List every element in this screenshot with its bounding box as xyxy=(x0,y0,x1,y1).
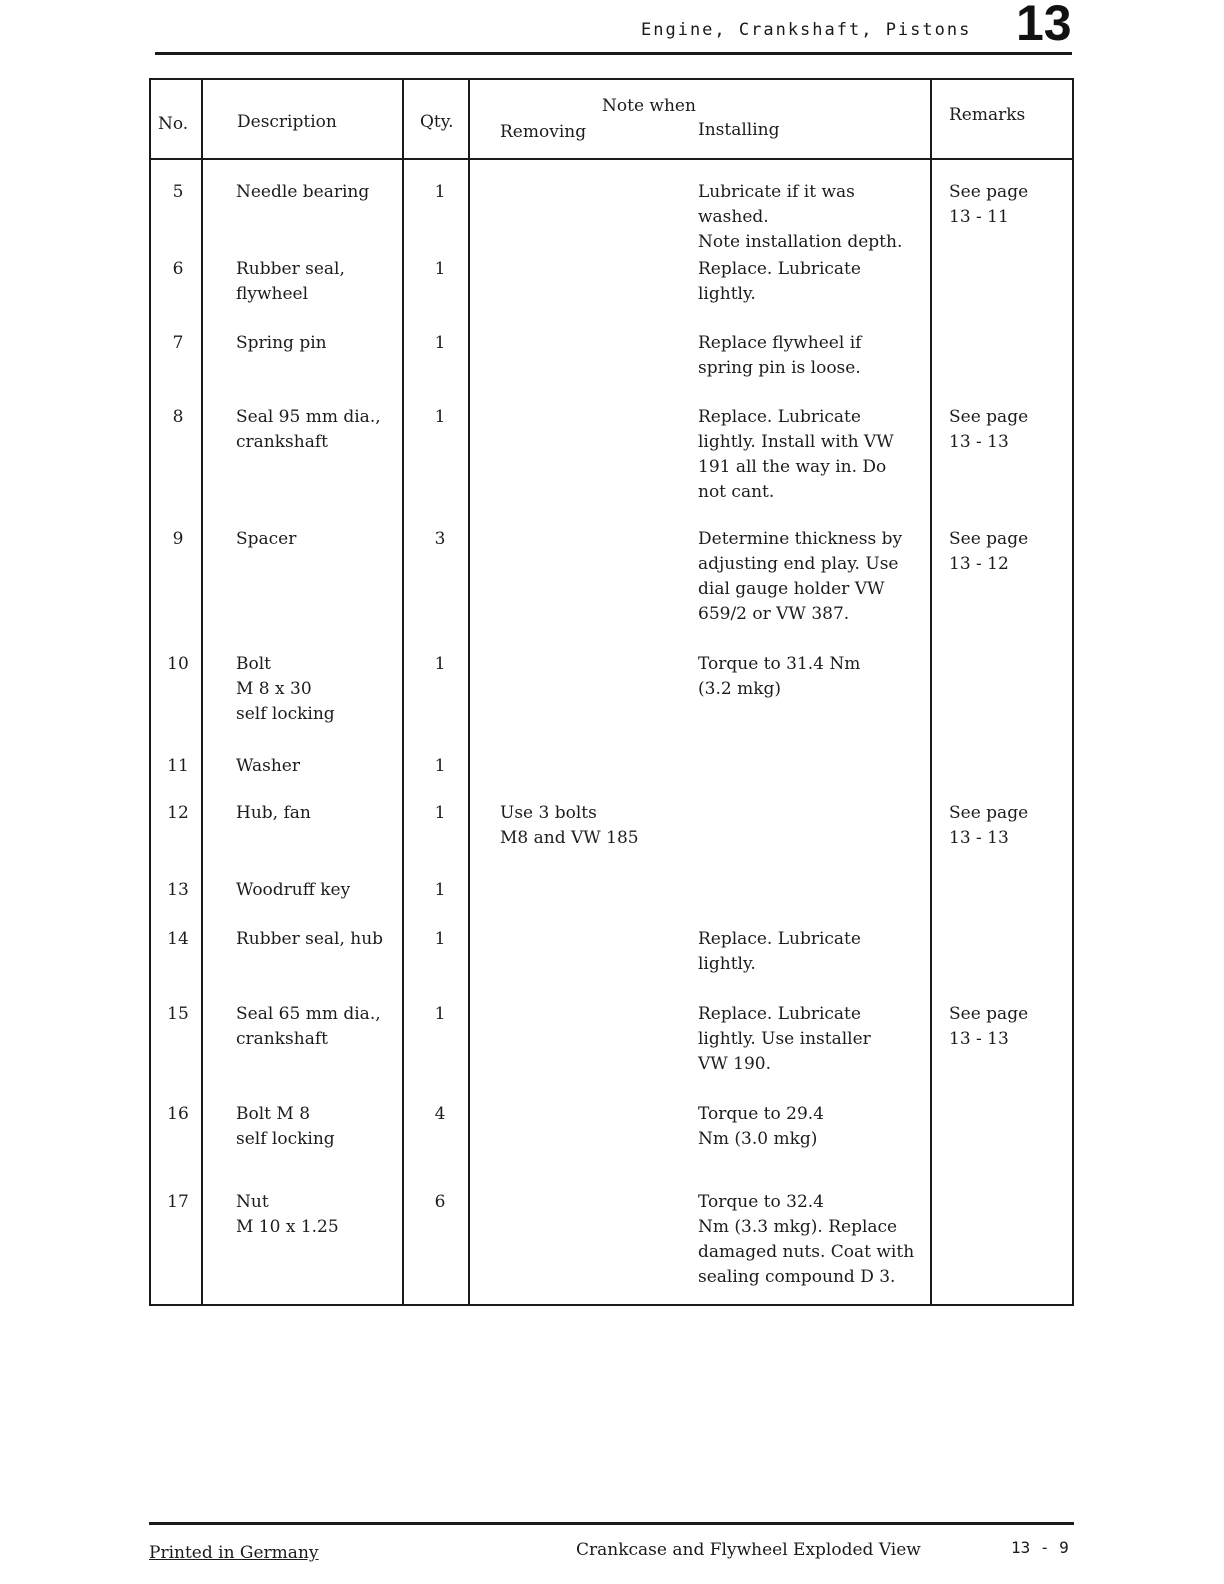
column-divider xyxy=(468,80,470,1304)
cell-description: Nut M 10 x 1.25 xyxy=(236,1192,339,1237)
cell-installing: Replace flywheel if spring pin is loose. xyxy=(698,333,862,378)
cell-installing: Determine thickness by adjusting end play. Use dial gauge holder VW 659/2 or VW 387. xyxy=(698,529,903,624)
cell-description: Rubber seal, flywheel xyxy=(236,259,345,304)
cell-no: 8 xyxy=(172,407,184,427)
cell-no: 15 xyxy=(167,1004,189,1024)
cell-description: Seal 95 mm dia., crankshaft xyxy=(236,407,381,452)
cell-description: Hub, fan xyxy=(236,803,311,823)
cell-no: 9 xyxy=(172,529,184,549)
cell-description: Bolt M 8 self locking xyxy=(236,1104,335,1149)
col-header-note-when: Note when xyxy=(602,96,696,116)
cell-no: 10 xyxy=(167,654,189,674)
cell-qty: 1 xyxy=(434,333,446,353)
cell-qty: 1 xyxy=(434,182,446,202)
cell-installing: Torque to 29.4 Nm (3.0 mkg) xyxy=(698,1104,824,1149)
cell-qty: 1 xyxy=(434,1004,446,1024)
cell-qty: 6 xyxy=(434,1192,446,1212)
cell-no: 7 xyxy=(172,333,184,353)
column-divider xyxy=(930,80,932,1304)
cell-no: 16 xyxy=(167,1104,189,1124)
footer-printed: Printed in Germany xyxy=(149,1543,319,1563)
column-divider xyxy=(402,80,404,1304)
cell-qty: 1 xyxy=(434,803,446,823)
cell-no: 17 xyxy=(167,1192,189,1212)
cell-no: 11 xyxy=(167,756,189,776)
cell-no: 14 xyxy=(167,929,189,949)
col-header-no: No. xyxy=(158,114,189,134)
header-rule xyxy=(155,52,1072,55)
page-number: 13 - 9 xyxy=(1011,1538,1069,1557)
cell-no: 12 xyxy=(167,803,189,823)
cell-installing: Replace. Lubricate lightly. Use installer VW 190. xyxy=(698,1004,871,1074)
cell-description: Woodruff key xyxy=(236,880,351,900)
cell-remarks: See page 13 - 13 xyxy=(949,803,1029,848)
cell-installing: Lubricate if it was washed. Note installation depth. xyxy=(698,182,903,252)
cell-installing: Replace. Lubricate lightly. Install with VW 191 all the way in. Do not cant. xyxy=(698,407,894,502)
cell-description: Needle bearing xyxy=(236,182,370,202)
cell-installing: Torque to 31.4 Nm (3.2 mkg) xyxy=(698,654,861,699)
cell-remarks: See page 13 - 12 xyxy=(949,529,1029,574)
cell-description: Bolt M 8 x 30 self locking xyxy=(236,654,335,724)
cell-no: 5 xyxy=(172,182,184,202)
footer-rule xyxy=(149,1522,1074,1525)
col-header-installing: Installing xyxy=(698,120,780,140)
cell-qty: 1 xyxy=(434,756,446,776)
col-header-remarks: Remarks xyxy=(949,105,1026,125)
footer-section-title: Crankcase and Flywheel Exploded View xyxy=(576,1540,921,1560)
cell-qty: 1 xyxy=(434,259,446,279)
cell-qty: 1 xyxy=(434,929,446,949)
cell-description: Rubber seal, hub xyxy=(236,929,384,949)
cell-installing: Replace. Lubricate lightly. xyxy=(698,929,861,974)
cell-description: Seal 65 mm dia., crankshaft xyxy=(236,1004,381,1049)
cell-removing: Use 3 bolts M8 and VW 185 xyxy=(500,803,639,848)
header-divider xyxy=(151,158,1072,160)
cell-qty: 3 xyxy=(434,529,446,549)
chapter-number: 13 xyxy=(1016,0,1072,51)
cell-remarks: See page 13 - 13 xyxy=(949,407,1029,452)
cell-qty: 1 xyxy=(434,407,446,427)
cell-description: Washer xyxy=(236,756,300,776)
cell-remarks: See page 13 - 11 xyxy=(949,182,1029,227)
cell-qty: 4 xyxy=(434,1104,446,1124)
col-header-removing: Removing xyxy=(500,122,587,142)
cell-no: 13 xyxy=(167,880,189,900)
cell-qty: 1 xyxy=(434,654,446,674)
cell-description: Spacer xyxy=(236,529,297,549)
cell-installing: Replace. Lubricate lightly. xyxy=(698,259,861,304)
header-title: Engine, Crankshaft, Pistons xyxy=(641,20,972,40)
col-header-qty: Qty. xyxy=(420,112,454,132)
cell-description: Spring pin xyxy=(236,333,327,353)
cell-remarks: See page 13 - 13 xyxy=(949,1004,1029,1049)
cell-qty: 1 xyxy=(434,880,446,900)
cell-installing: Torque to 32.4 Nm (3.3 mkg). Replace damaged nuts. Coat with sealing compound D 3. xyxy=(698,1192,915,1287)
cell-no: 6 xyxy=(172,259,184,279)
column-divider xyxy=(201,80,203,1304)
col-header-description: Description xyxy=(237,112,337,132)
